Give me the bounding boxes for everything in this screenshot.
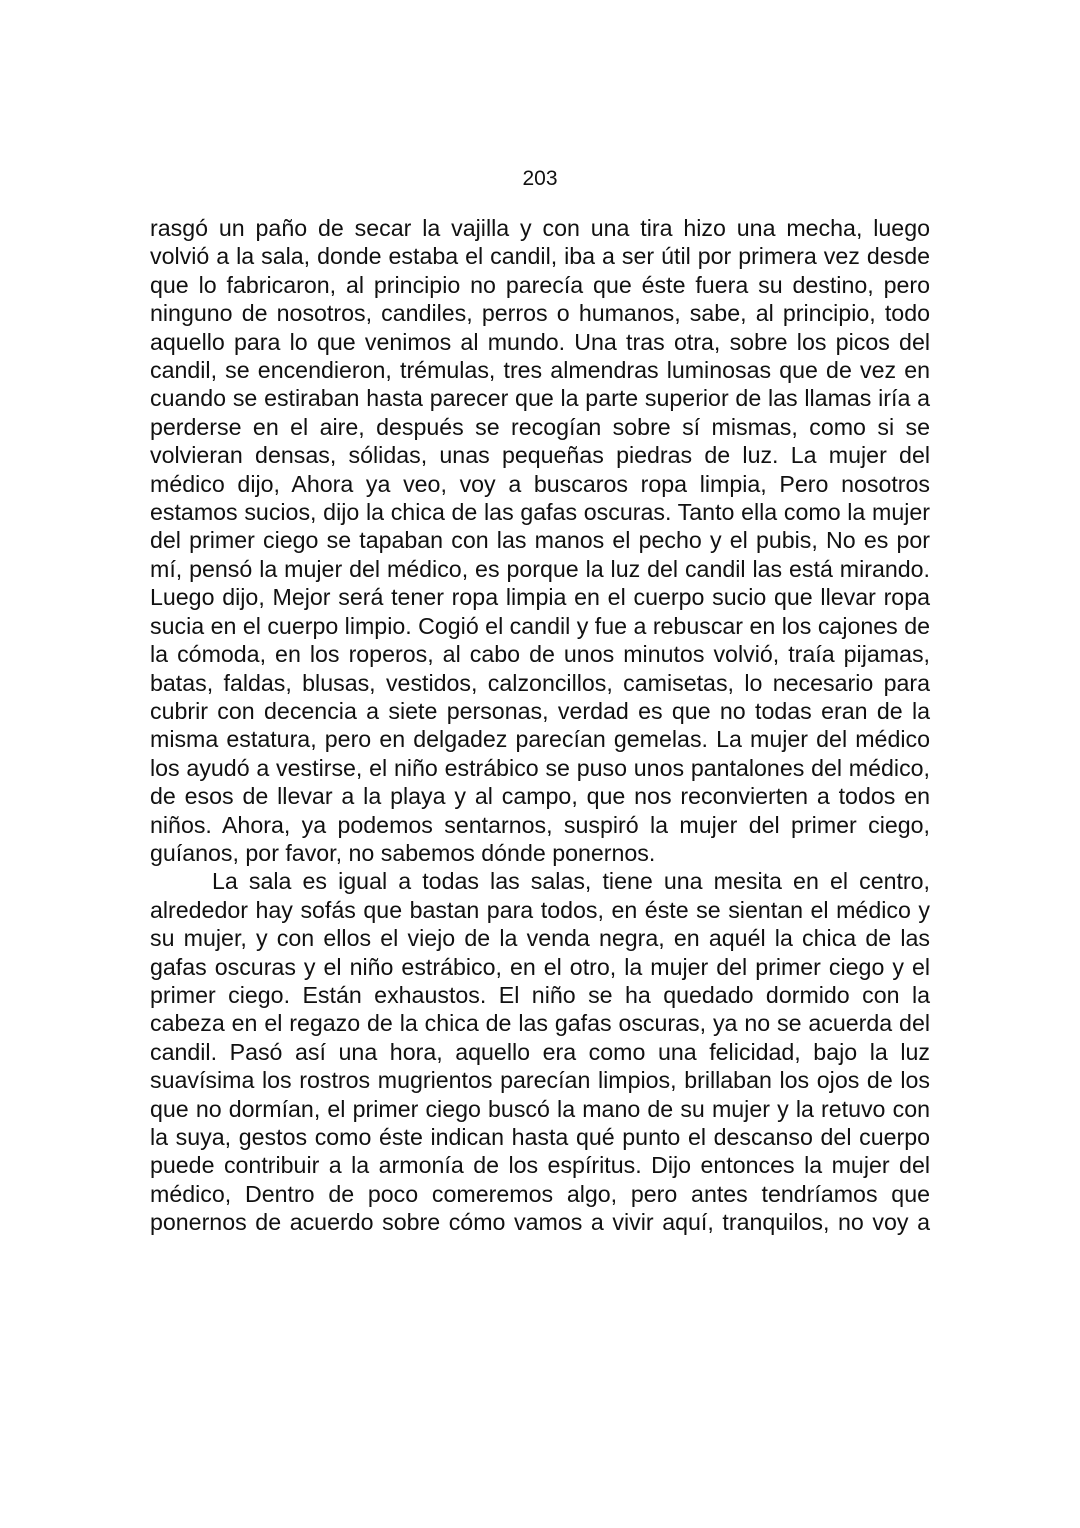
paragraph-2: La sala es igual a todas las salas, tiene una mesita en el centro, alrededor hay sofás que bastan para todos, en éste se sientan el médico y su mujer, y con ellos el viejo de la venda negra, en aquél la chica de las gafas oscuras y el niño estrábico, en el otro, la mujer del primer ciego y el primer ciego. Están exhaustos. El niño se ha quedado dormido con la cabeza en el regazo de la chica de las gafas oscuras, ya no se acuerda del candil. Pasó así una hora, aquello era como una felicidad, bajo la luz suavísima los rostros mugrientos parecían limpios, brillaban los ojos de los que no dormían, el primer ciego buscó la mano de su mujer y la retuvo con la suya, gestos como éste indican hasta qué punto el descanso del cuerpo puede contribuir a la armonía de los espíritus. Dijo entonces la mujer del médico, Dentro de poco comeremos algo, pero antes tendríamos que ponernos de acuerdo sobre cómo vamos a vivir aquí, tranquilos, no voy a — [150, 868, 930, 1236]
page-number: 203 — [522, 167, 558, 190]
body-text — [150, 214, 930, 1237]
paragraph-1: rasgó un paño de secar la vajilla y con una tira hizo una mecha, luego volvió a la sala, donde estaba el candil, iba a ser útil por primera vez desde que lo fabricaron, al principio no parecía que éste fuera su destino, pero ninguno de nosotros, candiles, perros o humanos, sabe, al principio, todo aquello para lo que venimos al mundo. Una tras otra, sobre los picos del candil, se encendieron, trémulas, tres almendras luminosas que de vez en cuando se estiraban hasta parecer que la parte superior de las llamas iría a perderse en el aire, después se recogían sobre sí mismas, como si se volvieran densas, sólidas, unas pequeñas piedras de luz. La mujer del médico dijo, Ahora ya veo, voy a buscaros ropa limpia, Pero nosotros estamos sucios, dijo la chica de las gafas oscuras. Tanto ella como la mujer del primer ciego se tapaban con las manos el pecho y el pubis, No es por mí, pensó la mujer del médico, es porque la luz del candil las está mirando. Luego dijo, Mejor será tener ropa limpia en el cuerpo sucio que llevar ropa sucia en el cuerpo limpio. Cogió el candil y fue a rebuscar en los cajones de la cómoda, en los roperos, al cabo de unos minutos volvió, traía pijamas, batas, faldas, blusas, vestidos, calzoncillos, camisetas, lo necesario para cubrir con decencia a siete personas, verdad es que no todas eran de la misma estatura, pero en delgadez parecían gemelas. La mujer del médico los ayudó a vestirse, el niño estrábico se puso unos pantalones del médico, de esos de llevar a la playa y al campo, que nos reconvierten a todos en niños. Ahora, ya podemos sentarnos, suspiró la mujer del primer ciego, guíanos, por favor, no sabemos dónde ponernos. — [150, 215, 930, 866]
